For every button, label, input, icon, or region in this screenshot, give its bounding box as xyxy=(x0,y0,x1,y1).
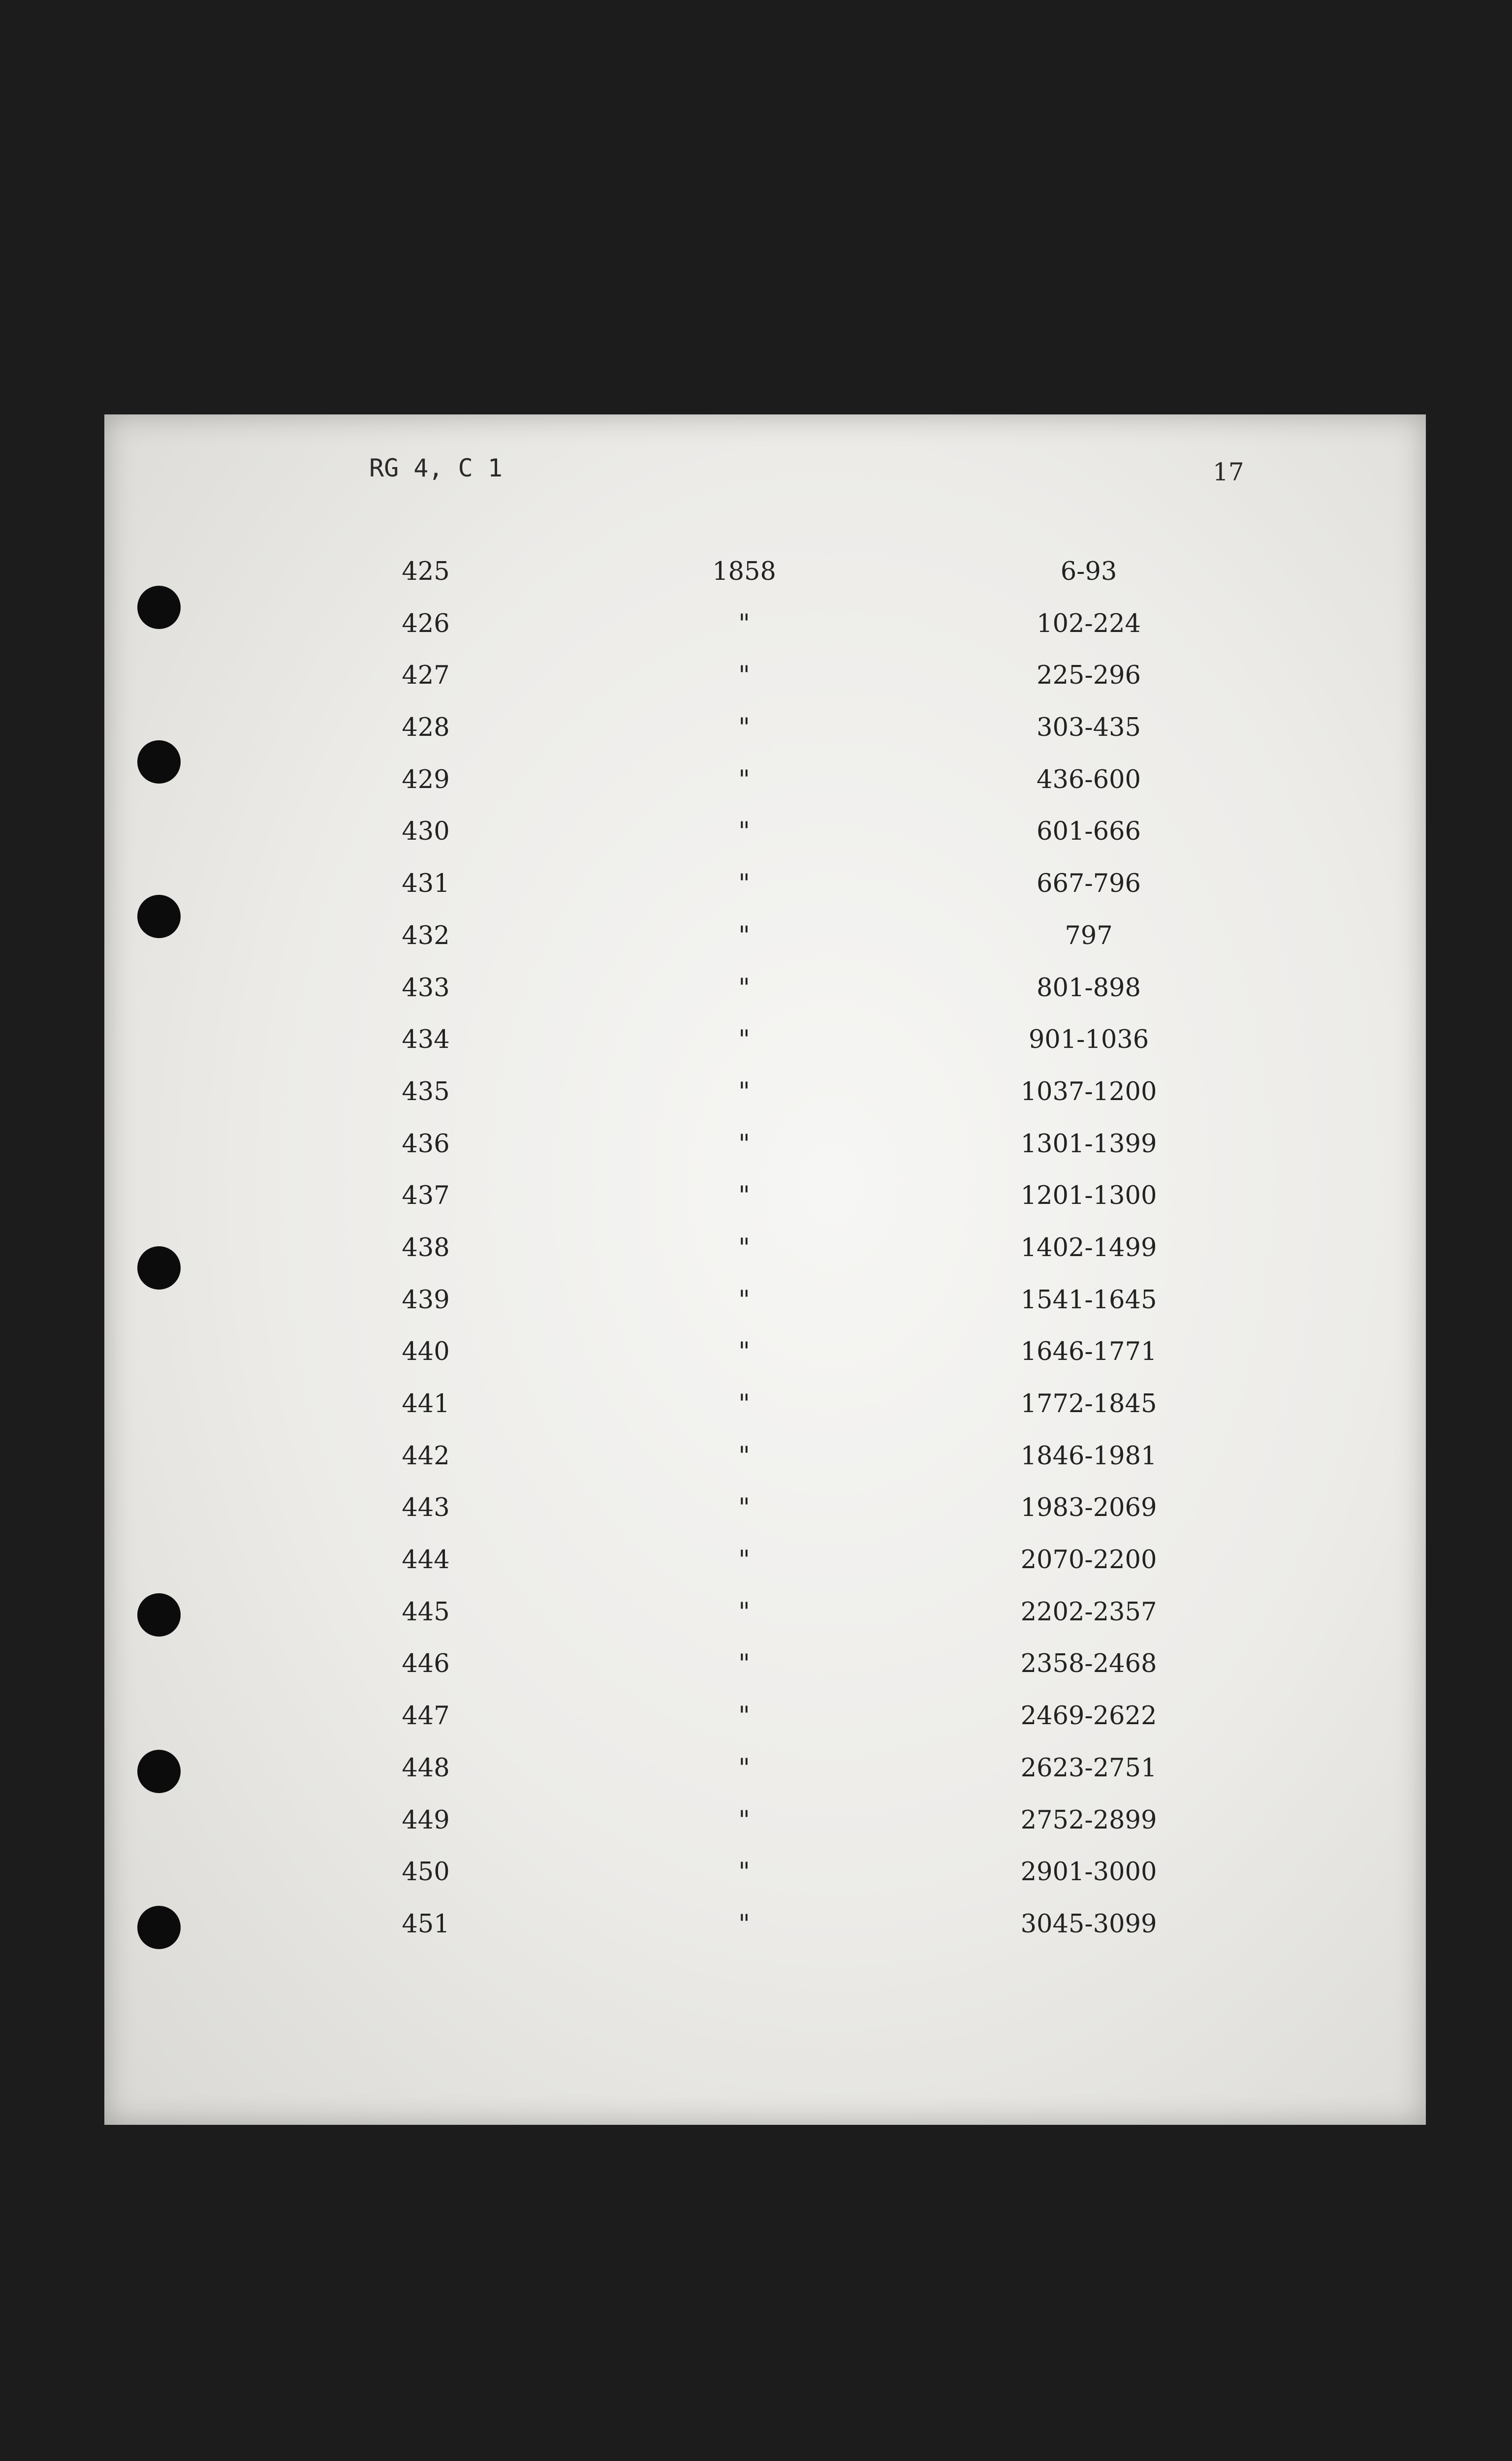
pages-cell: 2623-2751 xyxy=(1020,1753,1157,1783)
volume-cell: 440 xyxy=(402,1337,450,1367)
year-cell: " xyxy=(738,1546,750,1575)
year-cell: " xyxy=(738,1702,750,1731)
volume-cell: 437 xyxy=(402,1181,450,1211)
table-row xyxy=(104,609,1426,662)
year-cell: " xyxy=(738,661,750,691)
page-number: 17 xyxy=(1213,458,1244,486)
volume-cell: 442 xyxy=(402,1441,450,1471)
pages-cell: 1846-1981 xyxy=(1020,1441,1157,1471)
table-row xyxy=(104,869,1426,921)
year-cell: " xyxy=(738,1129,750,1159)
index-table xyxy=(104,557,1426,1962)
table-row xyxy=(104,1130,1426,1182)
pages-cell: 801-898 xyxy=(1037,973,1141,1003)
volume-cell: 426 xyxy=(402,609,450,638)
table-row xyxy=(104,1181,1426,1233)
volume-cell: 434 xyxy=(402,1025,450,1055)
pages-cell: 1301-1399 xyxy=(1020,1129,1157,1159)
table-row xyxy=(104,1389,1426,1442)
table-row xyxy=(104,1910,1426,1962)
volume-cell: 425 xyxy=(402,557,450,586)
volume-cell: 449 xyxy=(402,1805,450,1835)
table-row xyxy=(104,1858,1426,1910)
year-cell: " xyxy=(738,1753,750,1783)
year-cell: " xyxy=(738,765,750,794)
volume-cell: 433 xyxy=(402,973,450,1003)
pages-cell: 2752-2899 xyxy=(1020,1805,1157,1835)
volume-cell: 444 xyxy=(402,1546,450,1575)
pages-cell: 102-224 xyxy=(1037,609,1141,638)
pages-cell: 2901-3000 xyxy=(1020,1858,1157,1887)
volume-cell: 447 xyxy=(402,1702,450,1731)
table-row xyxy=(104,1337,1426,1389)
year-cell: " xyxy=(738,1805,750,1835)
table-row xyxy=(104,557,1426,609)
volume-cell: 441 xyxy=(402,1389,450,1419)
volume-cell: 431 xyxy=(402,869,450,899)
year-cell: " xyxy=(738,1441,750,1471)
volume-cell: 427 xyxy=(402,661,450,691)
pages-cell: 1983-2069 xyxy=(1020,1493,1157,1523)
volume-cell: 438 xyxy=(402,1233,450,1262)
reference-code: RG 4, C 1 xyxy=(369,454,503,482)
volume-cell: 428 xyxy=(402,713,450,743)
year-cell: " xyxy=(738,1077,750,1106)
pages-cell: 601-666 xyxy=(1037,817,1141,847)
volume-cell: 446 xyxy=(402,1649,450,1679)
year-cell: " xyxy=(738,1649,750,1679)
table-row xyxy=(104,765,1426,818)
pages-cell: 1772-1845 xyxy=(1020,1389,1157,1419)
year-cell: " xyxy=(738,921,750,950)
table-row xyxy=(104,974,1426,1026)
volume-cell: 443 xyxy=(402,1493,450,1523)
year-cell: 1858 xyxy=(712,557,776,586)
pages-cell: 1402-1499 xyxy=(1020,1233,1157,1262)
pages-cell: 3045-3099 xyxy=(1020,1909,1157,1939)
year-cell: " xyxy=(738,713,750,743)
pages-cell: 901-1036 xyxy=(1028,1025,1149,1055)
volume-cell: 432 xyxy=(402,921,450,950)
pages-cell: 797 xyxy=(1065,921,1113,950)
table-row xyxy=(104,1025,1426,1077)
volume-cell: 451 xyxy=(402,1909,450,1939)
pages-cell: 303-435 xyxy=(1037,713,1141,743)
pages-cell: 1541-1645 xyxy=(1020,1285,1157,1315)
pages-cell: 2202-2357 xyxy=(1020,1597,1157,1627)
table-row xyxy=(104,1493,1426,1546)
table-row xyxy=(104,1077,1426,1130)
pages-cell: 1037-1200 xyxy=(1020,1077,1157,1106)
table-row xyxy=(104,1649,1426,1702)
volume-cell: 450 xyxy=(402,1858,450,1887)
document-page xyxy=(104,414,1426,2125)
year-cell: " xyxy=(738,817,750,847)
table-row xyxy=(104,817,1426,869)
table-row xyxy=(104,1702,1426,1754)
year-cell: " xyxy=(738,1285,750,1315)
table-row xyxy=(104,921,1426,974)
pages-cell: 6-93 xyxy=(1060,557,1117,586)
year-cell: " xyxy=(738,609,750,638)
pages-cell: 1646-1771 xyxy=(1020,1337,1157,1367)
year-cell: " xyxy=(738,1909,750,1939)
year-cell: " xyxy=(738,1597,750,1627)
table-row xyxy=(104,713,1426,765)
pages-cell: 225-296 xyxy=(1037,661,1141,691)
table-row xyxy=(104,1546,1426,1598)
year-cell: " xyxy=(738,1389,750,1419)
pages-cell: 2070-2200 xyxy=(1020,1546,1157,1575)
table-row xyxy=(104,1598,1426,1650)
pages-cell: 2358-2468 xyxy=(1020,1649,1157,1679)
volume-cell: 439 xyxy=(402,1285,450,1315)
year-cell: " xyxy=(738,1181,750,1211)
table-row xyxy=(104,661,1426,713)
year-cell: " xyxy=(738,1337,750,1367)
table-row xyxy=(104,1806,1426,1858)
pages-cell: 1201-1300 xyxy=(1020,1181,1157,1211)
volume-cell: 435 xyxy=(402,1077,450,1106)
year-cell: " xyxy=(738,1858,750,1887)
table-row xyxy=(104,1754,1426,1806)
pages-cell: 2469-2622 xyxy=(1020,1702,1157,1731)
volume-cell: 445 xyxy=(402,1597,450,1627)
volume-cell: 448 xyxy=(402,1753,450,1783)
table-row xyxy=(104,1286,1426,1338)
volume-cell: 429 xyxy=(402,765,450,794)
year-cell: " xyxy=(738,1025,750,1055)
year-cell: " xyxy=(738,869,750,899)
volume-cell: 430 xyxy=(402,817,450,847)
pages-cell: 436-600 xyxy=(1037,765,1141,794)
year-cell: " xyxy=(738,1233,750,1262)
table-row xyxy=(104,1233,1426,1286)
year-cell: " xyxy=(738,1493,750,1523)
volume-cell: 436 xyxy=(402,1129,450,1159)
pages-cell: 667-796 xyxy=(1037,869,1141,899)
table-row xyxy=(104,1442,1426,1494)
year-cell: " xyxy=(738,973,750,1003)
